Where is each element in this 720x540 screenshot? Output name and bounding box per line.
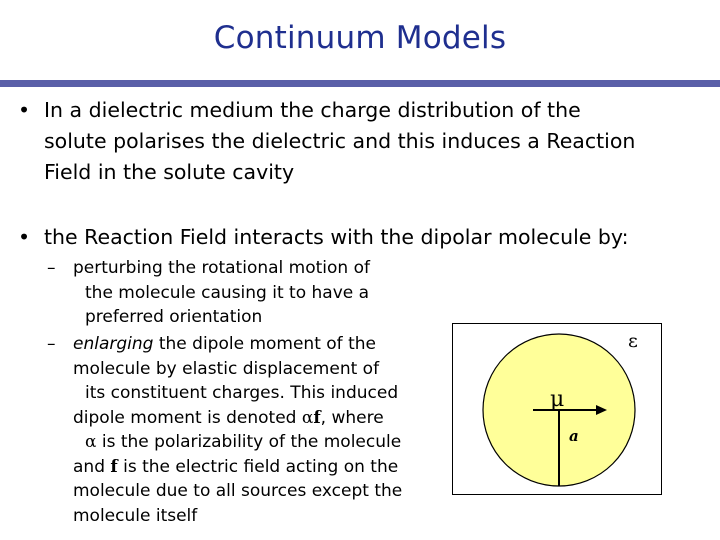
mu-label: μ [550, 387, 565, 412]
bullet-marker: • [18, 225, 31, 249]
line-text: , where [320, 407, 384, 428]
line-text: and [73, 456, 111, 477]
page-title: Continuum Models [213, 20, 507, 56]
subbullet-line: preferred orientation [85, 307, 263, 327]
bullet-line: the Reaction Field interacts with the dipolar molecule by: [44, 225, 629, 249]
bullet-line: solute polarises the dielectric and this induces a Reaction [44, 129, 636, 153]
emphasis-text: enlarging [73, 334, 154, 354]
alpha-symbol: α [301, 407, 314, 428]
subbullet-1 [47, 256, 370, 330]
bullet-text [44, 222, 628, 253]
bullet-text [44, 95, 635, 188]
bullet-line: In a dielectric medium the charge distribution of the [44, 98, 581, 122]
subbullet-line [73, 332, 402, 357]
bullet-marker: • [18, 98, 31, 122]
subbullet-line: the molecule causing it to have a [85, 282, 370, 303]
f-symbol: f [110, 456, 118, 477]
subbullet-line: molecule due to all sources except the [73, 481, 403, 501]
subbullet-line [73, 455, 402, 480]
radius-label: a [569, 427, 579, 445]
subbullet-line: molecule itself [73, 505, 198, 526]
line-text: is the polarizability of the molecule [96, 432, 402, 452]
subbullet-line: molecule by elastic displacement of [73, 358, 380, 379]
subbullet-line: its constituent charges. This induced [85, 383, 399, 403]
line-text: dipole moment is denoted [73, 407, 302, 428]
title-rule [0, 80, 720, 87]
subbullet-line: perturbing the rotational motion of [73, 258, 370, 278]
line-text: is the electric field acting on the [117, 456, 399, 477]
f-symbol: f [313, 407, 321, 428]
alpha-symbol: α [85, 432, 97, 452]
subbullet-line [73, 406, 402, 431]
subbullet-2 [47, 332, 403, 528]
bullet-line: Field in the solute cavity [44, 160, 295, 184]
subbullet-marker: – [47, 258, 56, 278]
epsilon-label: ε [628, 330, 638, 352]
cavity-figure [452, 323, 662, 495]
line-text: the dipole moment of the [153, 334, 376, 354]
subbullet-marker: – [47, 334, 56, 354]
subbullet-line [73, 430, 402, 455]
